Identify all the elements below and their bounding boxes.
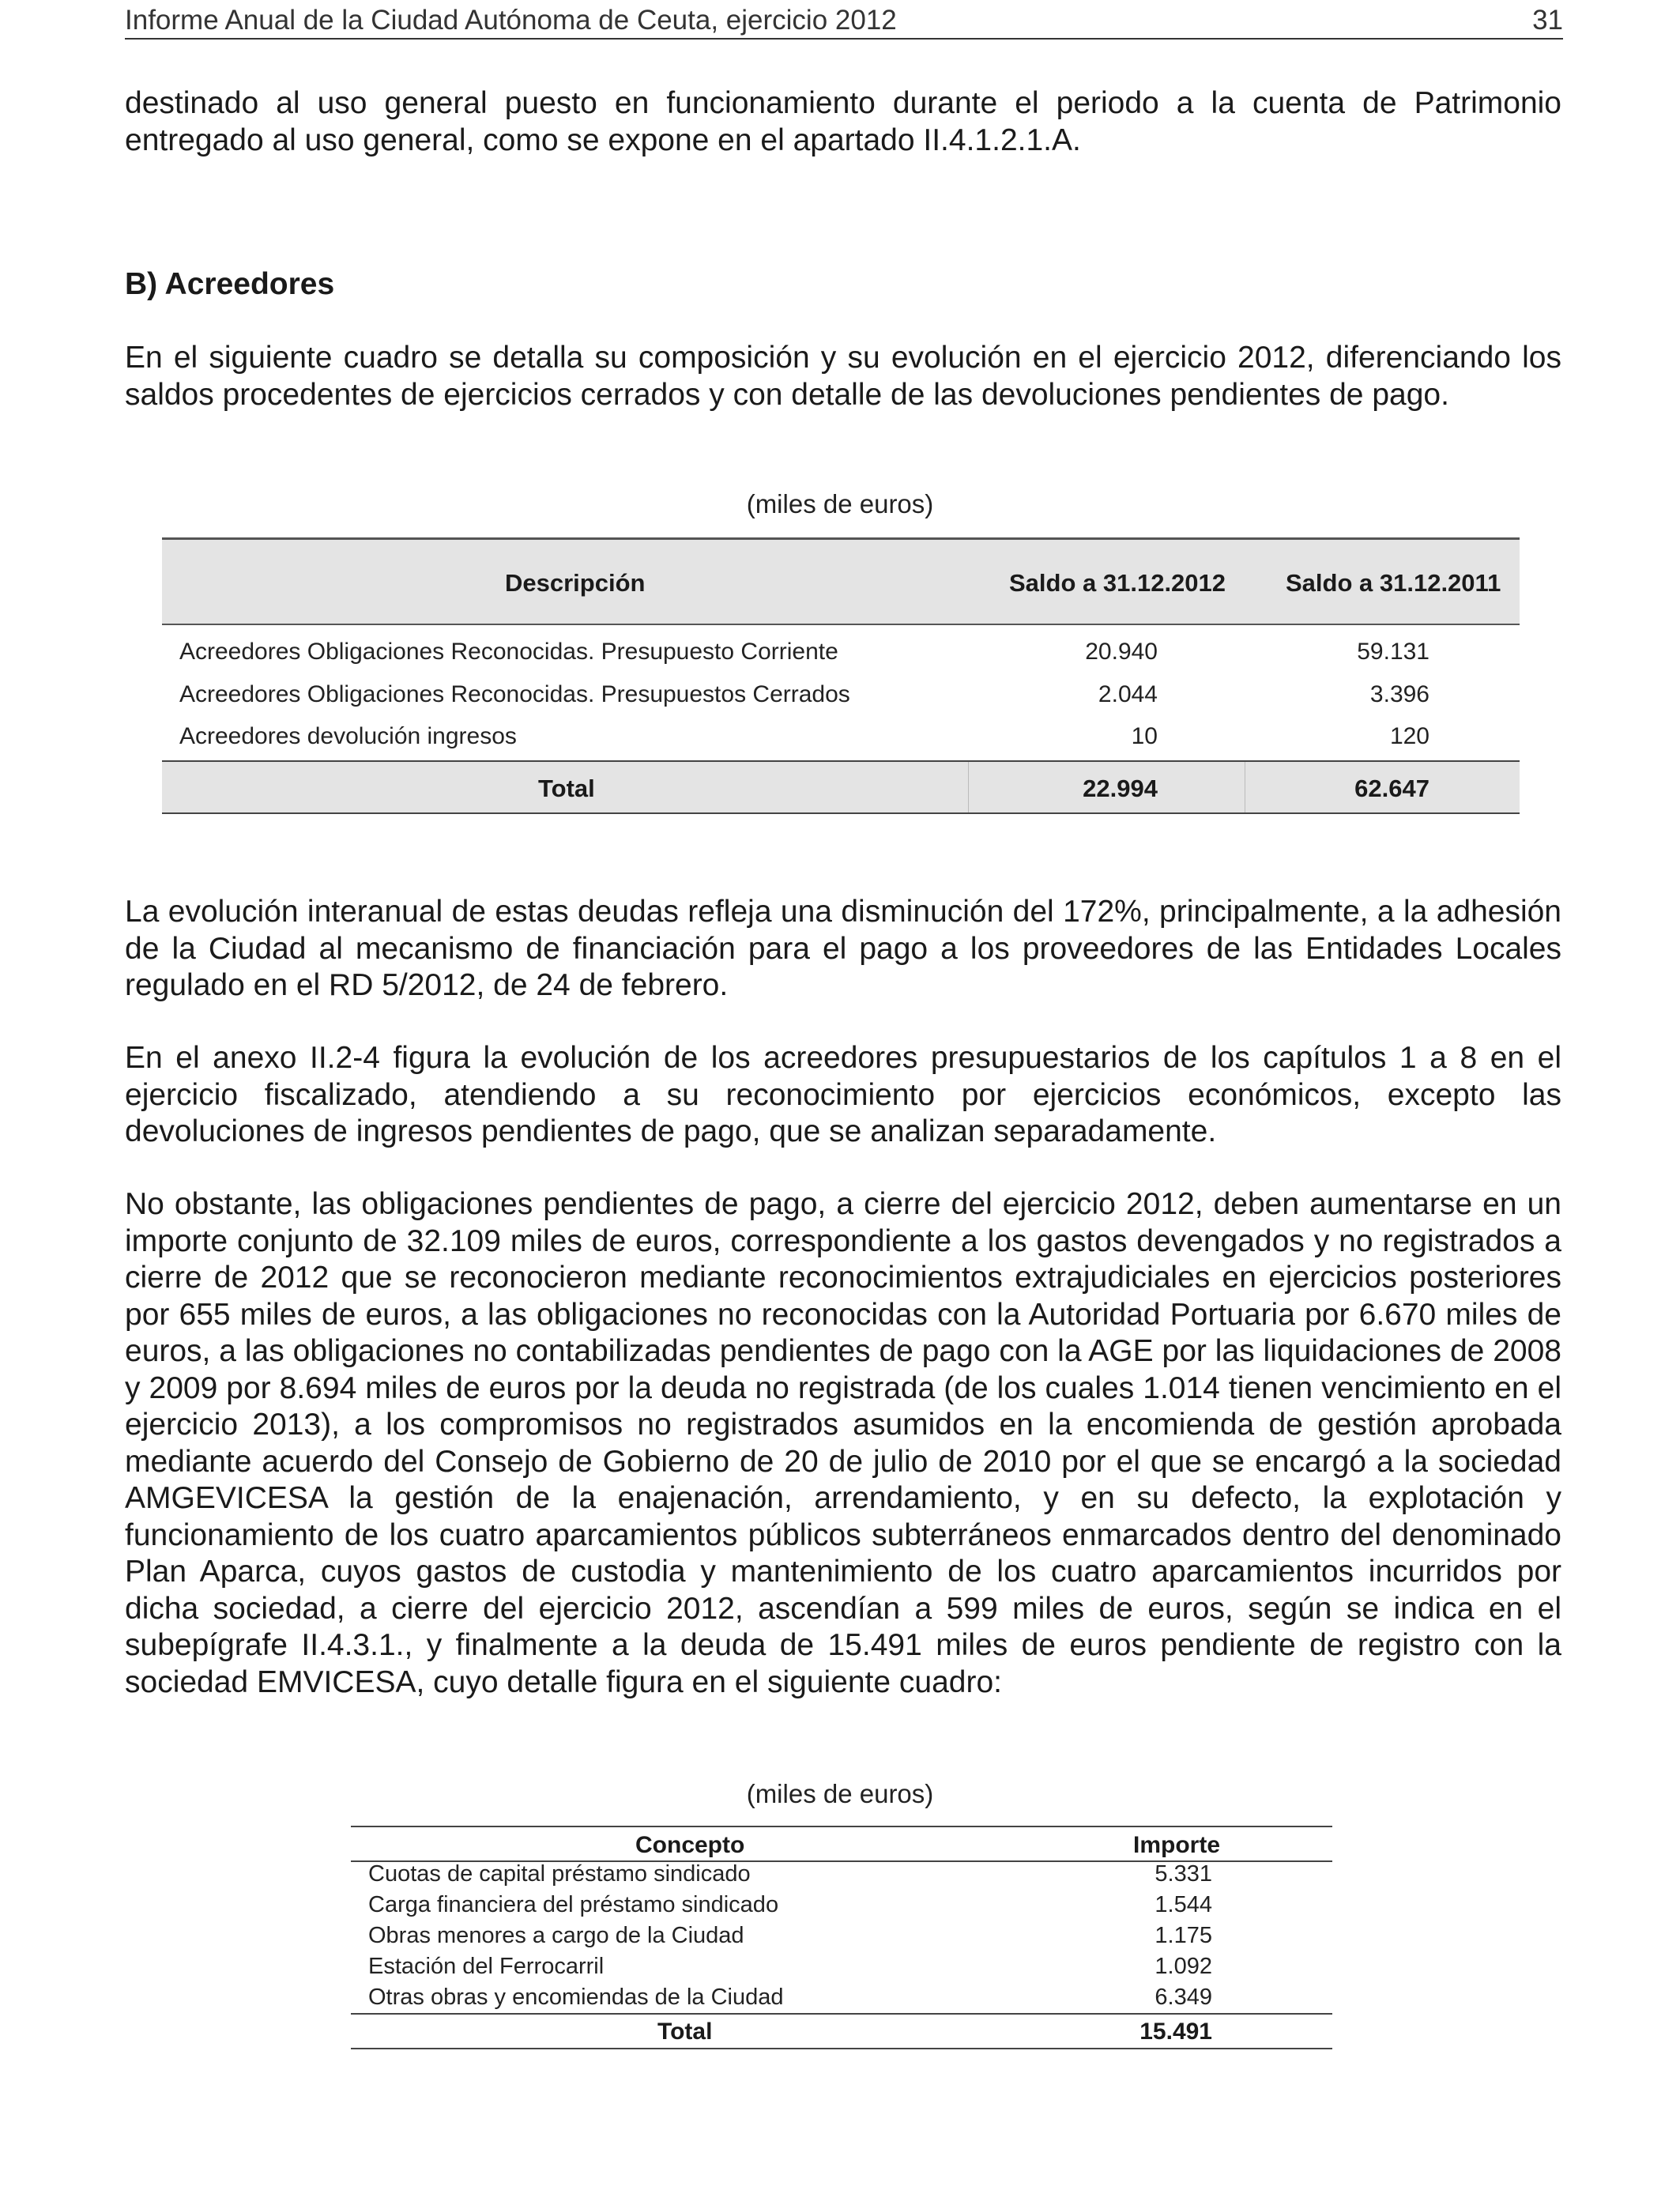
total-2012: 22.994 [1083,775,1158,802]
table1-units: (miles de euros) [746,489,934,518]
row-importe: 6.349 [1155,1985,1212,2010]
table1-header-descripcion: Descripción [505,569,646,597]
row-concepto: Otras obras y encomiendas de la Ciudad [368,1985,784,2010]
page-number: 31 [1532,5,1563,36]
row-saldo-2011: 120 [1389,723,1430,749]
paragraph-evolution: La evolución interanual de estas deudas refleja una disminución del 172%, principalmente, a la adhesión de la Ciudad al mecanismo de financiación para el pago a los proveedores de las Entidades Locales regulado en el RD 5/2012, de 24 de febrero. [125,895,1561,1002]
table-row [162,631,1520,673]
section-title: B) Acreedores [125,267,335,301]
table1-header [162,537,1520,625]
row-importe: 1.175 [1155,1923,1212,1948]
paragraph-annex: En el anexo II.2-4 figura la evolución de los acreedores presupuestarios de los capítulos 1 a 8 en el ejercicio fiscalizado, atendiendo a su reconocimiento por ejercicios económicos, excepto las devoluciones de ingresos pendientes de pago, que se analizan separadamente. [125,1041,1561,1148]
total-importe: 15.491 [1139,2019,1212,2045]
table1-header-saldo-2011: Saldo a 31.12.2011 [1286,569,1501,597]
report-title: Informe Anual de la Ciudad Autónoma de Ceuta, ejercicio 2012 [125,5,897,36]
row-importe: 1.092 [1155,1954,1212,1979]
row-description: Acreedores Obligaciones Reconocidas. Presupuesto Corriente [179,639,838,665]
row-description: Acreedores Obligaciones Reconocidas. Presupuestos Cerrados [179,681,850,707]
table-row [162,715,1520,758]
row-concepto: Carga financiera del préstamo sindicado [368,1892,779,1917]
row-importe: 5.331 [1155,1861,1212,1887]
total-label: Total [657,2019,713,2045]
table1-header-saldo-2012: Saldo a 31.12.2012 [1009,569,1226,597]
intro-paragraph: destinado al uso general puesto en funcionamiento durante el periodo a la cuenta de Patrimonio entregado al uso general, como se expone en el apartado II.4.1.2.1.A. [125,86,1561,157]
row-concepto: Estación del Ferrocarril [368,1954,605,1979]
table-row [351,1890,1332,1921]
row-saldo-2011: 59.131 [1357,639,1430,665]
row-description: Acreedores devolución ingresos [179,723,517,749]
table2-header [351,1826,1332,1862]
row-concepto: Obras menores a cargo de la Ciudad [368,1923,744,1948]
table2-header-concepto: Concepto [635,1832,745,1858]
table2-total-row [351,2013,1332,2049]
table-row [351,1951,1332,1982]
paragraph-obligations: No obstante, las obligaciones pendientes de pago, a cierre del ejercicio 2012, deben aumentarse en un importe conjunto de 32.109 miles de euros, correspondiente a los gastos devengados y no registrados a cierre de 2012 que se reconocieron mediante reconocimientos extrajudiciales en ejercicios posteriores por 655 miles de euros, a las obligaciones no reconocidas con la Autoridad Portuaria por 6.670 miles de euros, a las obligaciones no contabilizadas pendientes de pago con la AGE por las liquidaciones de 2008 y 2009 por 8.694 miles de euros por la deuda no registrada (de los cuales 1.014 tienen vencimiento en el ejercicio 2013), a los compromisos no registrados asumidos en la encomienda de gestión aprobada mediante acuerdo del Consejo de Gobierno de 20 de julio de 2010 por el que se encargó a la sociedad AMGEVICESA la gestión de la enajenación, arrendamiento, y en su defecto, la explotación y funcionamiento de los cuatro aparcamientos públicos subterráneos enmarcados dentro del denominado Plan Aparca, cuyos gastos de custodia y mantenimiento de los cuatro aparcamientos incurridos por dicha sociedad, a cierre del ejercicio 2012, ascendían a 599 miles de euros, según se indica en el subepígrafe II.4.3.1., y finalmente a la deuda de 15.491 miles de euros pendiente de registro con la sociedad EMVICESA, cuyo detalle figura en el siguiente cuadro: [125,1187,1561,1699]
paragraph-composition: En el siguiente cuadro se detalla su composición y su evolución en el ejercicio 2012, diferenciando los saldos procedentes de ejercicios cerrados y con detalle de las devoluciones pendientes de pago. [125,341,1561,412]
table2-header-importe: Importe [1133,1832,1221,1858]
table2-units: (miles de euros) [746,1779,934,1808]
table1-total-row [162,760,1520,814]
table-row [351,1859,1332,1890]
row-importe: 1.544 [1155,1892,1212,1917]
running-header [125,2,1563,40]
total-label: Total [538,775,595,802]
table-row [162,673,1520,716]
row-saldo-2011: 3.396 [1369,681,1430,707]
column-divider [968,762,969,812]
table-row [351,1982,1332,2013]
row-saldo-2012: 2.044 [1098,681,1158,707]
total-2011: 62.647 [1354,775,1430,802]
row-saldo-2012: 10 [1131,723,1158,749]
row-saldo-2012: 20.940 [1085,639,1158,665]
table-row [351,1921,1332,1951]
row-concepto: Cuotas de capital préstamo sindicado [368,1861,751,1887]
